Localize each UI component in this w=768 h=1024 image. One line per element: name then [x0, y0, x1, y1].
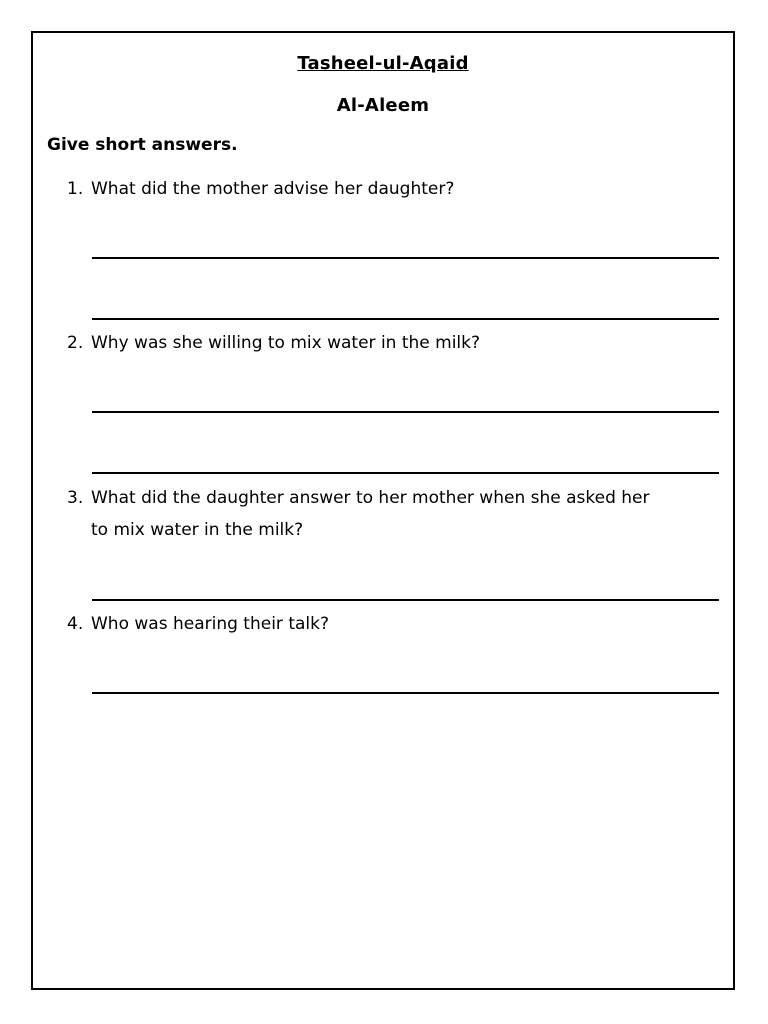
question-text: Who was hearing their talk? — [91, 614, 329, 634]
answer-line[interactable] — [92, 472, 719, 474]
answer-line[interactable] — [92, 411, 719, 413]
answer-line[interactable] — [92, 257, 719, 259]
question-4 — [67, 608, 727, 640]
question-text-continued: to mix water in the milk? — [91, 520, 304, 540]
question-3 — [67, 482, 727, 546]
question-number: 4. — [67, 614, 84, 634]
question-text: What did the daughter answer to her mother when she asked her — [91, 488, 650, 508]
worksheet-title: Tasheel-ul-Aqaid — [297, 53, 469, 74]
question-text: What did the mother advise her daughter? — [91, 179, 455, 199]
answer-line[interactable] — [92, 599, 719, 601]
answer-line[interactable] — [92, 318, 719, 320]
answer-line[interactable] — [92, 692, 719, 694]
question-text: Why was she willing to mix water in the milk? — [91, 333, 481, 353]
question-number: 3. — [67, 488, 84, 508]
question-number: 1. — [67, 179, 84, 199]
question-2 — [67, 327, 727, 359]
question-number: 2. — [67, 333, 84, 353]
instructions-heading: Give short answers. — [47, 135, 238, 155]
question-1 — [67, 173, 727, 205]
worksheet-subtitle: Al-Aleem — [336, 95, 430, 116]
worksheet-page — [31, 31, 735, 990]
